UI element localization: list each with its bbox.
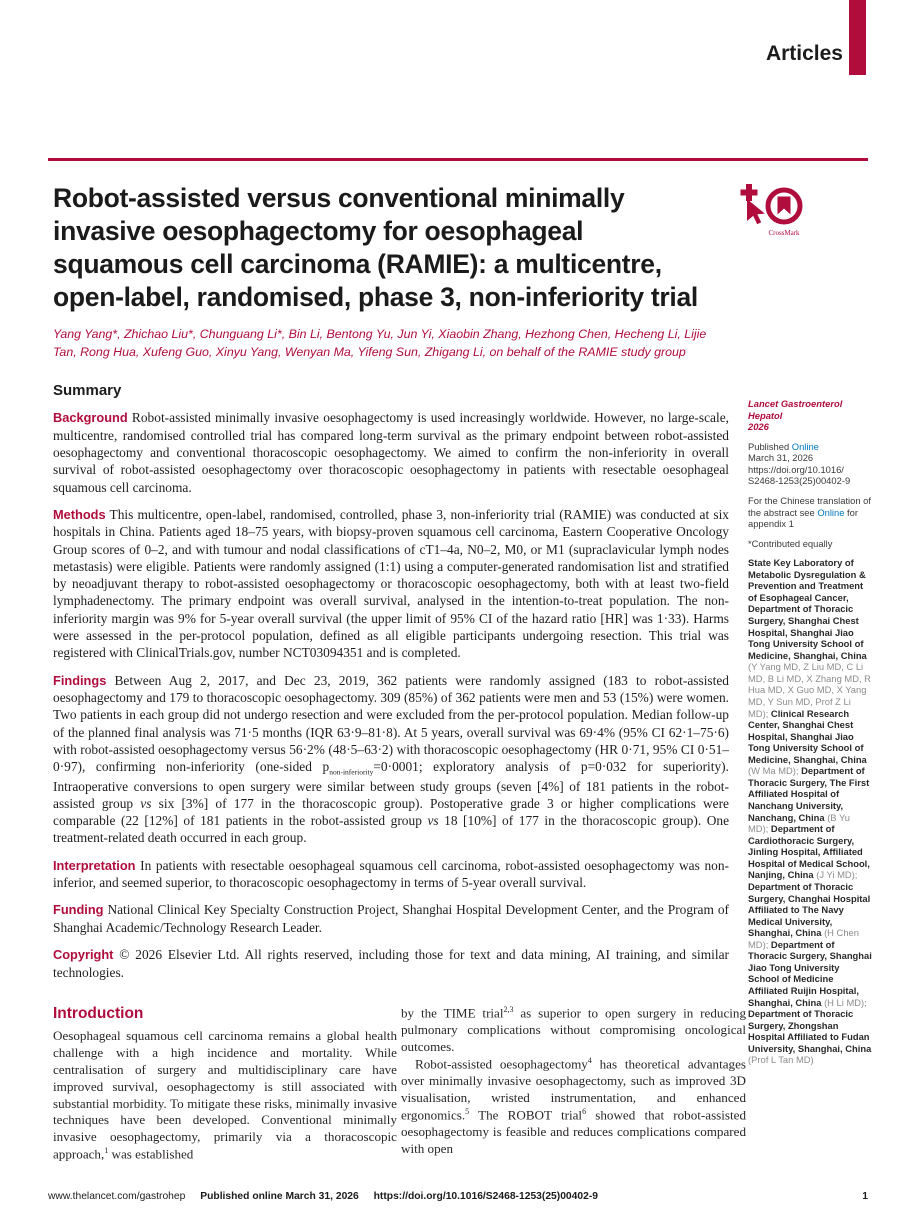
doi-line-2[interactable]: S2468-1253(25)00402-9 <box>748 475 851 487</box>
intro-right-p2-a: Robot-assisted oesophagectomy <box>415 1056 588 1072</box>
published-prefix: Published <box>748 440 792 452</box>
reference-2-3[interactable]: 2,3 <box>503 1005 514 1014</box>
funding-label: Funding <box>53 902 104 918</box>
interpretation-text: In patients with resectable oesophageal squamous cell carcinoma, robot-assisted oesophagectomy was non-inferior, and seemed superior, to thoracoscopic oesophagectomy in terms of 5-year overall survival. <box>53 857 729 891</box>
findings-vs-1: vs <box>140 795 152 811</box>
introduction-paragraph-1 <box>53 1028 397 1163</box>
main-column <box>53 182 729 981</box>
introduction-left-column <box>53 1005 397 1163</box>
findings-text-a: Between Aug 2, 2017, and Dec 23, 2019, 362 patients were randomly assigned (183 to robot-assisted oesophagectomy and 179 to thoracoscopic oesophagectomy. 309 (85%) of 362 patients were men and 53 (15%) were women. Two patients in each group did not undergo resection and were excluded from the per-protocol population. Median follow-up of the planned final analysis was 71·5 months (IQR 63·9–81·8). At 5 years, overall survival was 69·4% (95% CI 62·1–75·6) with robot-assisted oesophagectomy versus 56·2% (48·5–63·2) with thoracoscopic oesophagectomy (HR 0·71, 95% CI 0·51–0·97), confirming non-inferiority (one-sided p <box>53 672 729 775</box>
footer-published: Published online March 31, 2026 <box>200 1191 359 1202</box>
translation-text-b: for appendix 1 <box>748 506 858 530</box>
intro-left-text-a: Oesophageal squamous cell carcinoma remains a global health challenge with a high incidence and mortality. While centralisation of surgery and multidisciplinary care have improved survival, oesophagectomy is still associated with substantial morbidity. To mitigate these risks, minimally invasive techniques have been developed. Conventional minimally invasive oesophagectomy, primarily via a thoracoscopic approach, <box>53 1028 397 1162</box>
affiliation-4: Department of Cardiothoracic Surgery, Jinling Hospital, Affiliated Hospital of Medical School, Nanjing, China <box>748 823 870 881</box>
background-paragraph <box>53 409 729 496</box>
reference-5[interactable]: 5 <box>465 1107 470 1117</box>
journal-name: Lancet Gastroenterol Hepatol <box>748 398 843 421</box>
footer-site-url[interactable]: www.thelancet.com/gastrohep <box>48 1191 186 1202</box>
published-online-block <box>748 441 872 487</box>
findings-text-b: =0·0001; exploratory analysis of p=0·032 for superiority). Intraoperative conversions to open surgery were similar between study groups (seven [4%] of 181 patients in the robot-assisted group <box>53 759 729 811</box>
background-text: Robot-assisted minimally invasive oesophagectomy is used increasingly worldwide. However, no large-scale, multicentre, randomised controlled trial has compared long-term survival as the primary endpoint between robot-assisted oesophagectomy and conventional thoracoscopic oesophagectomy. We aimed to confirm the non-inferiority in overall survival of robot-assisted oesophagectomy over thoracoscopic oesophagectomy in patients with resectable oesophageal squamous cell carcinoma. <box>53 410 729 495</box>
section-color-bar <box>849 0 866 75</box>
author-list: Yang Yang*, Zhichao Liu*, Chunguang Li*, Bin Li, Bentong Yu, Jun Yi, Xiaobin Zhang, Hezhong Chen, Hecheng Li, Lijie Tan, Rong Hua, Xufeng Guo, Xinyu Yang, Wenyan Ma, Yifeng Sun, Zhigang Li, on behalf of the RAMIE study group <box>53 327 707 359</box>
intro-right-p2-b: has theoretical advantages over minimally invasive oesophagectomy, such as improved 3D visualisation, wristed instrumentation, and enhanced ergonomics. <box>401 1056 746 1123</box>
section-label: Articles <box>765 42 843 65</box>
methods-text: This multicentre, open-label, randomised, controlled, phase 3, non-inferiority trial (RAMIE) was conducted at six hospitals in China. Patients aged 18–75 years, with biopsy-proven squamous cell carcinoma, Eastern Cooperative Oncology Group scores of 0–2, and with tumour and nodal classifications of cT1–4a, N0–2, M0, or M1 (supraclavicular lymph nodes metastasis) were eligible. Patients were randomly assigned (1:1) using a computer-generated randomisation list and stratified by neoadjuvant therapy to robot-assisted oesophagectomy or thoracoscopic oesophagectomy, both with at least two-field lymphadenectomy. The primary endpoint was overall survival, analysed in the intention-to-treat population. The non-inferiority margin was 9% for 5-year overall survival (the upper limit of 95% CI of the hazard ratio [HR] was 1·33). Harms were assessed in the per-protocol population, defined as all eligible participants undergoing resection. This trial was registered with ClinicalTrials.gov, number NCT03094351 and is completed. <box>53 506 729 661</box>
methods-paragraph <box>53 506 729 662</box>
interpretation-label: Interpretation <box>53 857 136 873</box>
reference-4[interactable]: 4 <box>587 1056 592 1066</box>
copyright-paragraph <box>53 946 729 981</box>
footer <box>48 1191 868 1202</box>
intro-left-text-b: was established <box>108 1146 194 1162</box>
published-online-link[interactable]: Online <box>791 440 819 452</box>
affiliation-4-names: (J Yi MD); <box>816 869 858 881</box>
affiliation-5: Department of Thoracic Surgery, Changhai Hospital Affiliated to The Navy Medical University, Shanghai, China <box>748 880 871 939</box>
page-number: 1 <box>862 1191 868 1202</box>
introduction-heading: Introduction <box>53 1005 144 1022</box>
intro-right-p1-a: by the TIME trial <box>401 1005 504 1021</box>
findings-label: Findings <box>53 672 107 688</box>
intro-right-p2-d: showed that robot-assisted oesophagectomy is feasible and reduces complications compared with open <box>401 1107 746 1157</box>
copyright-text: © 2026 Elsevier Ltd. All rights reserved, including those for text and data mining, AI training, and similar technologies. <box>53 947 729 980</box>
translation-text-a: For the Chinese translation of the abstract see <box>748 494 871 518</box>
introduction-paragraph-2 <box>401 1005 746 1056</box>
footer-doi[interactable]: https://doi.org/10.1016/S2468-1253(25)00402-9 <box>373 1191 598 1202</box>
affiliation-1: State Key Laboratory of Metabolic Dysregulation & Prevention and Treatment of Esophageal Cancer, Department of Thoracic Surgery, Shanghai Chest Hospital, Shanghai Jiao Tong University School of Medicine, Shanghai, China <box>748 557 867 661</box>
translation-note <box>748 495 872 530</box>
introduction-right-column <box>401 1005 746 1158</box>
affiliation-2-names: (W Ma MD); <box>748 765 802 777</box>
doi-line-1[interactable]: https://doi.org/10.1016/ <box>748 463 844 475</box>
funding-text: National Clinical Key Specialty Construction Project, Shanghai Hospital Development Center, and the Program of Shanghai Academic/Technology Research Leader. <box>53 902 729 935</box>
affiliation-2: Clinical Research Center, Shanghai Chest Hospital, Shanghai Jiao Tong University School of Medicine, Shanghai, China <box>748 707 867 765</box>
affiliation-6: Department of Thoracic Surgery, Shanghai Jiao Tong University School of Medicine Affiliated Ruijin Hospital, Shanghai, China <box>748 938 872 1008</box>
translation-online-link[interactable]: Online <box>817 506 845 518</box>
affiliation-7-names: (Prof L Tan MD) <box>748 1054 814 1066</box>
reference-6[interactable]: 6 <box>582 1107 587 1117</box>
intro-right-p2-c: The ROBOT trial <box>469 1107 583 1123</box>
intro-right-p1-b: as superior to open surgery in reducing pulmonary complications without compromising oncological outcomes. <box>401 1005 746 1055</box>
affiliation-5-names: (H Chen MD); <box>748 927 859 950</box>
findings-text-d: 18 [10%] of 177 in the thoracoscopic group). One treatment-related death occurred in each group. <box>53 813 730 846</box>
affiliation-3: Department of Thoracic Surgery, The First Affiliated Hospital of Nanchang University, Nanchang, China <box>748 765 870 823</box>
affiliation-3-names: (B Yu MD); <box>748 811 850 835</box>
journal-year: 2026 <box>748 421 769 433</box>
affiliations-block <box>748 557 872 1066</box>
summary-heading: Summary <box>53 382 122 400</box>
contributed-equally-note: *Contributed equally <box>748 537 833 549</box>
journal-citation <box>748 398 872 433</box>
methods-label: Methods <box>53 506 106 522</box>
findings-paragraph <box>53 672 729 847</box>
introduction-paragraph-3 <box>401 1056 746 1158</box>
affiliation-1-names: (Y Yang MD, Z Liu MD, C Li MD, B Li MD, X Zhang MD, R Hua MD, X Guo MD, X Yang MD, Y Sun MD, Prof Z Li MD); <box>748 661 871 719</box>
findings-vs-2: vs <box>427 813 439 829</box>
article-title: Robot-assisted versus conventional minimally invasive oesophagectomy for oesophageal squamous cell carcinoma (RAMIE): a multicentre, open-label, randomised, phase 3, non-inferiority trial <box>53 183 698 312</box>
reference-1[interactable]: 1 <box>104 1146 109 1156</box>
findings-text-c: six [3%] of 177 in the thoracoscopic group). Postoperative grade 3 or higher complications were comparable (22 [12%] of 181 patients in the robot-assisted group <box>53 795 730 829</box>
funding-paragraph <box>53 901 729 936</box>
title-rule <box>48 158 868 161</box>
crossmark-label: CrossMark <box>768 229 800 237</box>
findings-subscript: non-inferiority <box>329 767 374 777</box>
background-label: Background <box>53 410 128 426</box>
published-date: March 31, 2026 <box>748 452 814 464</box>
affiliation-6-names: (H Li MD); <box>824 996 867 1008</box>
sidebar <box>748 398 872 1074</box>
copyright-label: Copyright <box>53 947 114 963</box>
crossmark-icon[interactable] <box>735 183 803 241</box>
interpretation-paragraph <box>53 857 729 892</box>
affiliation-7: Department of Thoracic Surgery, Zhongshan Hospital Affiliated to Fudan University, Shanghai, China <box>748 1008 872 1054</box>
